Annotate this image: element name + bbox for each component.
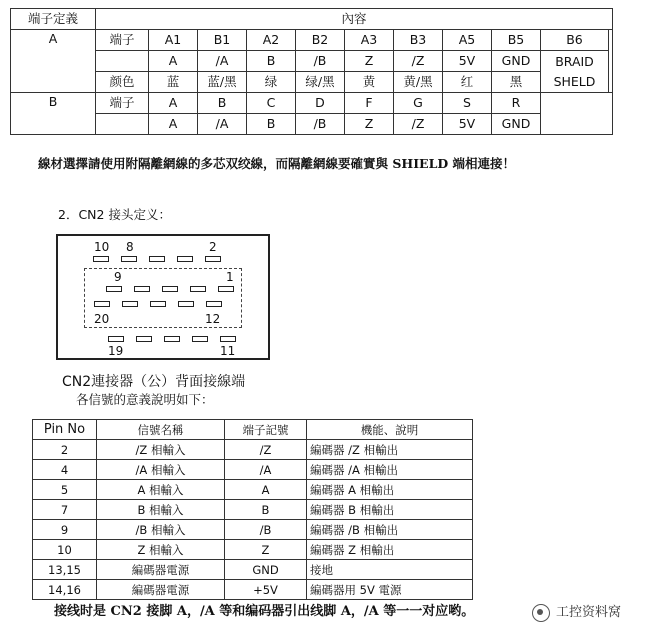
braid-label: BRAID: [555, 53, 594, 69]
table-cell: 4: [33, 460, 97, 480]
table-cell: /A 相輸入: [97, 460, 225, 480]
table-row: [11, 72, 613, 93]
table-cell: /A: [198, 114, 247, 135]
table-cell: 14,16: [33, 580, 97, 600]
table-cell: 5: [33, 480, 97, 500]
group-b-label: B: [11, 93, 96, 135]
table-cell: [609, 30, 613, 93]
table-cell: B: [198, 93, 247, 114]
table-cell: 編碼器 A 相輸出: [307, 480, 473, 500]
wire-note: 線材選擇請使用附隔離網線的多芯双绞線，而隔離網線要確實與 SHIELD 端相連接！: [38, 156, 516, 171]
sheld-label: SHELD: [553, 73, 596, 89]
watermark-text: 工控资料窝: [556, 605, 622, 620]
pin-label-11: 11: [220, 344, 236, 358]
table-cell: 10: [33, 540, 97, 560]
header-terminal-definition: 端子定義: [11, 9, 96, 30]
table-cell: B2: [296, 30, 345, 51]
table-cell: /A: [225, 460, 307, 480]
table-cell: 黄: [345, 72, 394, 93]
pin-label-8: 8: [126, 240, 134, 254]
pin-label-1: 1: [226, 270, 234, 284]
table-cell: B6: [541, 30, 609, 51]
table-cell: 5V: [443, 51, 492, 72]
table-cell: Z: [225, 540, 307, 560]
table-cell: A5: [443, 30, 492, 51]
table-cell: 編碼器 /A 相輸出: [307, 460, 473, 480]
braid-shield-cell: [541, 51, 609, 93]
header-terminal-mark: 端子記號: [225, 420, 307, 440]
table-cell: 红: [443, 72, 492, 93]
header-function: 機能、說明: [307, 420, 473, 440]
table-cell: GND: [225, 560, 307, 580]
pin-label-12: 12: [205, 312, 221, 326]
pin-contact: [94, 301, 110, 307]
table-cell: D: [296, 93, 345, 114]
table-cell: /Z: [225, 440, 307, 460]
table-cell: /Z: [394, 51, 443, 72]
pin-contact: [93, 256, 109, 262]
table-cell: 2: [33, 440, 97, 460]
table-header-row: [33, 420, 473, 440]
table-cell: +5V: [225, 580, 307, 600]
b-terminal-label: 端子: [96, 93, 149, 114]
table-cell: [541, 93, 613, 135]
pin-contact: [206, 301, 222, 307]
table-cell: /Z: [394, 114, 443, 135]
a-terminal-label: 端子: [96, 30, 149, 51]
table-cell: A: [149, 93, 198, 114]
pin-contact: [177, 256, 193, 262]
pin-contact: [134, 286, 150, 292]
wechat-icon: [532, 604, 550, 622]
a-color-label: 颜色: [96, 72, 149, 93]
pin-label-9: 9: [114, 270, 122, 284]
table-cell: /B: [296, 51, 345, 72]
table-cell: 編碼器電源: [97, 580, 225, 600]
table-cell: 9: [33, 520, 97, 540]
table-cell: Z 相輸入: [97, 540, 225, 560]
table-cell: A: [149, 114, 198, 135]
header-content: 內容: [96, 9, 613, 30]
table-cell: A: [225, 480, 307, 500]
table-cell: 編碼器 /Z 相輸出: [307, 440, 473, 460]
table-cell: A2: [247, 30, 296, 51]
table-cell: A3: [345, 30, 394, 51]
table-cell: 5V: [443, 114, 492, 135]
table-cell: S: [443, 93, 492, 114]
table-cell: 黄/黑: [394, 72, 443, 93]
table-row: [33, 460, 473, 480]
signal-intro: 各信號的意義說明如下：: [76, 392, 214, 407]
table-row: [33, 480, 473, 500]
pin-contact: [150, 301, 166, 307]
pin-contact: [218, 286, 234, 292]
table-row: [33, 580, 473, 600]
table-row: [33, 500, 473, 520]
table-cell: B: [225, 500, 307, 520]
table-row: [11, 30, 613, 51]
table-cell: /B 相輸入: [97, 520, 225, 540]
table-cell: B: [247, 51, 296, 72]
table-cell: G: [394, 93, 443, 114]
table-row: [33, 560, 473, 580]
table-cell: B5: [492, 30, 541, 51]
table-cell: 7: [33, 500, 97, 520]
table-cell: B1: [198, 30, 247, 51]
table-cell: /B: [225, 520, 307, 540]
table-cell: Z: [345, 114, 394, 135]
pin-contact: [106, 286, 122, 292]
pin-label-19: 19: [108, 344, 124, 358]
header-signal-name: 信號名稱: [97, 420, 225, 440]
table-cell: 黑: [492, 72, 541, 93]
table-header-row: [11, 9, 613, 30]
table-row: [33, 540, 473, 560]
table-cell: 蓝: [149, 72, 198, 93]
table-cell: A 相輸入: [97, 480, 225, 500]
pin-label-10: 10: [94, 240, 110, 254]
table-cell: R: [492, 93, 541, 114]
table-cell: GND: [492, 114, 541, 135]
table-row: [33, 440, 473, 460]
table-cell: 绿/黑: [296, 72, 345, 93]
table-cell: [96, 51, 149, 72]
table-cell: 绿: [247, 72, 296, 93]
table-cell: 接地: [307, 560, 473, 580]
table-cell: 編碼器 /B 相輸出: [307, 520, 473, 540]
table-cell: 編碼器 Z 相輸出: [307, 540, 473, 560]
pin-contact: [220, 336, 236, 342]
connector-caption: CN2連接器（公）背面接線端: [62, 374, 246, 390]
table-cell: 蓝/黑: [198, 72, 247, 93]
table-cell: A: [149, 51, 198, 72]
pin-definition-table: [32, 419, 473, 600]
table-cell: F: [345, 93, 394, 114]
table-cell: Z: [345, 51, 394, 72]
table-cell: C: [247, 93, 296, 114]
table-cell: B3: [394, 30, 443, 51]
pin-contact: [136, 336, 152, 342]
table-cell: 編碼器電源: [97, 560, 225, 580]
pin-contact: [149, 256, 165, 262]
pin-contact: [121, 256, 137, 262]
table-row: [11, 51, 613, 72]
table-cell: 編碼器用 5V 電源: [307, 580, 473, 600]
header-pin-no: Pin No: [33, 420, 97, 440]
footer-note: 接线时是 CN2 接脚 A，/A 等和编码器引出线脚 A，/A 等一一对应哟。: [54, 604, 475, 619]
table-cell: B: [247, 114, 296, 135]
table-cell: B 相輸入: [97, 500, 225, 520]
watermark: [532, 601, 621, 622]
pin-contact: [192, 336, 208, 342]
pin-contact: [190, 286, 206, 292]
pin-label-20: 20: [94, 312, 110, 326]
terminal-definition-table: [10, 8, 613, 135]
pin-contact: [164, 336, 180, 342]
pin-label-2: 2: [209, 240, 217, 254]
pin-contact: [162, 286, 178, 292]
table-cell: /A: [198, 51, 247, 72]
pin-contact: [122, 301, 138, 307]
group-a-label: A: [11, 30, 96, 93]
table-cell: GND: [492, 51, 541, 72]
pin-contact: [205, 256, 221, 262]
table-row: [11, 114, 613, 135]
table-cell: /Z 相輸入: [97, 440, 225, 460]
table-row: [33, 520, 473, 540]
pin-contact: [178, 301, 194, 307]
table-cell: A1: [149, 30, 198, 51]
cn2-heading: 2．CN2 接头定义：: [58, 207, 171, 222]
table-cell: /B: [296, 114, 345, 135]
pin-contact: [108, 336, 124, 342]
table-cell: 13,15: [33, 560, 97, 580]
table-cell: [96, 114, 149, 135]
table-row: [11, 93, 613, 114]
table-cell: 編碼器 B 相輸出: [307, 500, 473, 520]
